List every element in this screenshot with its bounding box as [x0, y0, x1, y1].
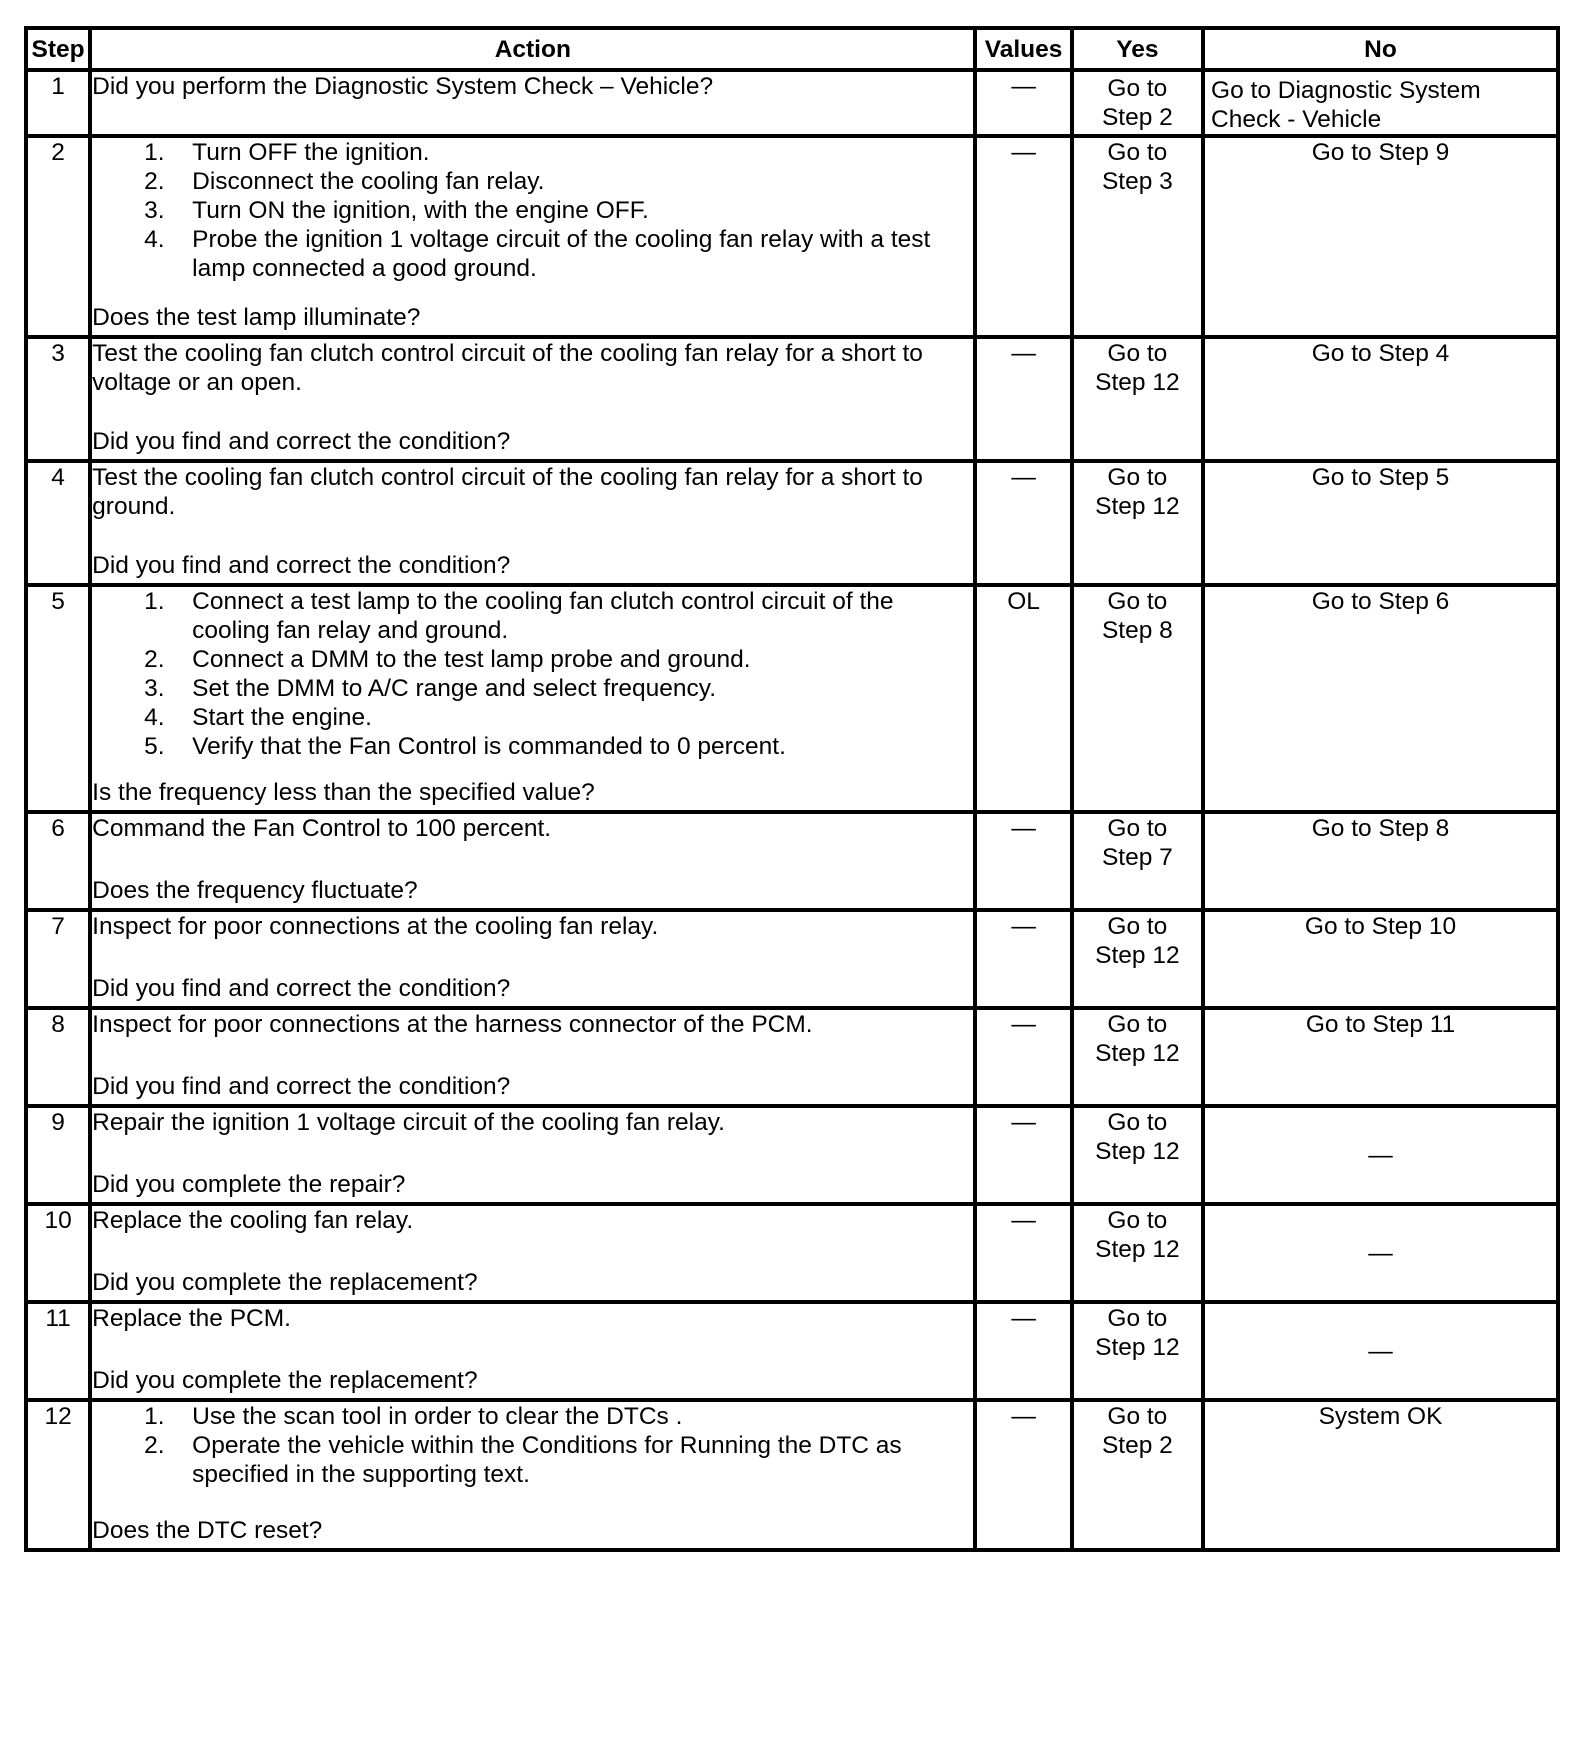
action-step-text: Probe the ignition 1 voltage circuit of the cooling fan relay with a test lamp connected a good ground.: [192, 226, 931, 282]
yes-cell: [1072, 461, 1203, 585]
action-text: Replace the PCM.: [92, 1305, 291, 1332]
yes-line: Go to: [1107, 1305, 1168, 1332]
table-row: [26, 70, 1558, 136]
yes-line: Go to: [1107, 340, 1168, 367]
yes-line: Go to: [1107, 1011, 1168, 1038]
action-cell: [90, 70, 975, 136]
table-row: [26, 585, 1558, 812]
step-number: 9: [26, 1106, 90, 1204]
step-number: 5: [26, 585, 90, 812]
action-step: [92, 703, 973, 732]
step-number: 1: [26, 70, 90, 136]
no-cell: [1203, 1106, 1558, 1204]
action-step-number: 1.: [144, 139, 165, 166]
step-number: 11: [26, 1302, 90, 1400]
action-step-text: Turn OFF the ignition.: [192, 139, 430, 166]
yes-cell: [1072, 1106, 1203, 1204]
no-line: Go to Diagnostic System: [1211, 77, 1481, 104]
action-cell: [90, 910, 975, 1008]
action-step: [92, 1402, 973, 1431]
value-cell: OL: [975, 585, 1071, 812]
yes-line: Step 2: [1101, 104, 1173, 131]
value-cell: —: [975, 461, 1071, 585]
yes-line: Step 12: [1095, 369, 1180, 396]
action-text: Command the Fan Control to 100 percent.: [92, 815, 552, 842]
action-step-number: 2.: [144, 168, 165, 195]
action-question: Did you find and correct the condition?: [92, 428, 511, 455]
action-step-number: 3.: [144, 197, 165, 224]
step-number: 8: [26, 1008, 90, 1106]
yes-line: Step 12: [1095, 1138, 1180, 1165]
action-steps-list: [92, 587, 973, 761]
action-question: Did you find and correct the condition?: [92, 1073, 511, 1100]
no-line: —: [1368, 1239, 1393, 1267]
step-number: 4: [26, 461, 90, 585]
yes-line: Step 2: [1101, 1432, 1173, 1459]
no-line: Go to Step 8: [1311, 815, 1450, 842]
header-yes: Yes: [1072, 28, 1203, 70]
header-row: [26, 28, 1558, 70]
action-step: [92, 196, 973, 225]
no-line: Go to Step 11: [1305, 1011, 1456, 1038]
action-text: Repair the ignition 1 voltage circuit of the cooling fan relay.: [92, 1109, 725, 1136]
yes-line: Step 12: [1095, 1236, 1180, 1263]
no-line: Go to Step 5: [1311, 464, 1450, 491]
value-cell: —: [975, 70, 1071, 136]
no-line: Go to Step 6: [1311, 588, 1450, 615]
value-cell: —: [975, 1008, 1071, 1106]
no-line: —: [1368, 1337, 1393, 1365]
action-step-text: Disconnect the cooling fan relay.: [192, 168, 545, 195]
action-text: Test the cooling fan clutch control circuit of the cooling fan relay for a short to voltage or an open.: [92, 340, 923, 396]
action-step: [92, 587, 973, 645]
table-row: [26, 1400, 1558, 1550]
table-row: [26, 1204, 1558, 1302]
value-cell: —: [975, 1400, 1071, 1550]
yes-cell: [1072, 910, 1203, 1008]
action-cell: [90, 1204, 975, 1302]
yes-line: Go to: [1107, 588, 1168, 615]
action-step-text: Turn ON the ignition, with the engine OFF.: [192, 197, 649, 224]
action-step-number: 1.: [144, 1403, 165, 1430]
action-step-number: 1.: [144, 588, 165, 615]
action-step-number: 4.: [144, 704, 165, 731]
yes-cell: [1072, 136, 1203, 337]
yes-line: Step 8: [1101, 617, 1173, 644]
action-cell: [90, 136, 975, 337]
table-row: [26, 461, 1558, 585]
table-row: [26, 337, 1558, 461]
yes-cell: [1072, 1302, 1203, 1400]
action-question: Did you complete the replacement?: [92, 1367, 478, 1394]
value-cell: —: [975, 1204, 1071, 1302]
no-cell: [1203, 910, 1558, 1008]
no-cell: [1203, 585, 1558, 812]
value-cell: —: [975, 136, 1071, 337]
no-cell: [1203, 461, 1558, 585]
action-step-text: Connect a test lamp to the cooling fan clutch control circuit of the cooling fan relay and ground.: [192, 588, 894, 644]
yes-cell: [1072, 1204, 1203, 1302]
action-cell: [90, 337, 975, 461]
no-cell: [1203, 136, 1558, 337]
table-row: [26, 910, 1558, 1008]
action-steps-list: [92, 138, 973, 283]
table-row: [26, 1106, 1558, 1204]
action-question: Did you complete the repair?: [92, 1171, 406, 1198]
action-text: Test the cooling fan clutch control circuit of the cooling fan relay for a short to ground.: [92, 464, 923, 520]
action-step: [92, 138, 973, 167]
no-cell: [1203, 70, 1558, 136]
yes-line: Go to: [1107, 913, 1168, 940]
action-text: Inspect for poor connections at the cooling fan relay.: [92, 913, 659, 940]
table-row: [26, 812, 1558, 910]
action-step-text: Set the DMM to A/C range and select frequency.: [192, 675, 716, 702]
yes-line: Step 12: [1095, 493, 1180, 520]
action-step: [92, 732, 973, 761]
action-cell: [90, 1302, 975, 1400]
action-question: Does the test lamp illuminate?: [92, 304, 421, 331]
no-line: System OK: [1318, 1403, 1443, 1430]
action-cell: [90, 461, 975, 585]
header-no: No: [1203, 28, 1558, 70]
yes-cell: [1072, 812, 1203, 910]
action-step-text: Verify that the Fan Control is commanded to 0 percent.: [192, 733, 786, 760]
action-step-number: 5.: [144, 733, 165, 760]
value-cell: —: [975, 812, 1071, 910]
action-steps-list: [92, 1402, 973, 1489]
action-step-text: Operate the vehicle within the Conditions for Running the DTC as specified in the supporting text.: [192, 1432, 902, 1488]
no-line: Go to Step 4: [1311, 340, 1450, 367]
action-step: [92, 167, 973, 196]
action-text: Did you perform the Diagnostic System Check – Vehicle?: [92, 73, 714, 100]
action-step: [92, 674, 973, 703]
action-text: Replace the cooling fan relay.: [92, 1207, 414, 1234]
no-cell: [1203, 1204, 1558, 1302]
yes-cell: [1072, 585, 1203, 812]
action-step-number: 3.: [144, 675, 165, 702]
step-number: 6: [26, 812, 90, 910]
action-step-number: 2.: [144, 1432, 165, 1459]
value-cell: —: [975, 337, 1071, 461]
yes-line: Step 12: [1095, 1040, 1180, 1067]
value-cell: —: [975, 1302, 1071, 1400]
step-number: 10: [26, 1204, 90, 1302]
yes-cell: [1072, 1400, 1203, 1550]
step-number: 3: [26, 337, 90, 461]
yes-cell: [1072, 337, 1203, 461]
yes-line: Go to: [1107, 75, 1168, 102]
table-row: [26, 1008, 1558, 1106]
yes-line: Go to: [1107, 464, 1168, 491]
action-step: [92, 1431, 973, 1489]
yes-line: Go to: [1107, 139, 1168, 166]
value-cell: —: [975, 1106, 1071, 1204]
action-step: [92, 645, 973, 674]
yes-line: Go to: [1107, 1403, 1168, 1430]
step-number: 2: [26, 136, 90, 337]
action-question: Does the frequency fluctuate?: [92, 877, 418, 904]
step-number: 7: [26, 910, 90, 1008]
action-question: Is the frequency less than the specified value?: [92, 779, 595, 806]
action-step-text: Start the engine.: [192, 704, 372, 731]
action-cell: [90, 812, 975, 910]
step-number: 12: [26, 1400, 90, 1550]
yes-line: Step 12: [1095, 1334, 1180, 1361]
no-cell: [1203, 1400, 1558, 1550]
yes-line: Go to: [1107, 1207, 1168, 1234]
yes-cell: [1072, 70, 1203, 136]
header-action: Action: [90, 28, 975, 70]
diagnostic-table: [24, 26, 1560, 1552]
table-row: [26, 136, 1558, 337]
table-row: [26, 1302, 1558, 1400]
no-line: —: [1368, 1141, 1393, 1169]
yes-line: Step 3: [1101, 168, 1173, 195]
action-question: Does the DTC reset?: [92, 1517, 323, 1544]
header-step: Step: [26, 28, 90, 70]
yes-line: Step 7: [1101, 844, 1173, 871]
action-step: [92, 225, 973, 283]
no-cell: [1203, 337, 1558, 461]
yes-line: Go to: [1107, 815, 1168, 842]
header-values: Values: [975, 28, 1071, 70]
yes-line: Step 12: [1095, 942, 1180, 969]
yes-line: Go to: [1107, 1109, 1168, 1136]
action-cell: [90, 585, 975, 812]
action-step-number: 2.: [144, 646, 165, 673]
action-step-text: Connect a DMM to the test lamp probe and ground.: [192, 646, 751, 673]
no-cell: [1203, 1008, 1558, 1106]
action-question: Did you find and correct the condition?: [92, 552, 511, 579]
no-line: Go to Step 9: [1311, 139, 1450, 166]
no-line: Go to Step 10: [1304, 913, 1457, 940]
action-question: Did you complete the replacement?: [92, 1269, 478, 1296]
action-step-text: Use the scan tool in order to clear the DTCs .: [192, 1403, 683, 1430]
action-question: Did you find and correct the condition?: [92, 975, 511, 1002]
action-cell: [90, 1400, 975, 1550]
action-step-number: 4.: [144, 226, 165, 253]
no-line: Check - Vehicle: [1211, 106, 1382, 133]
yes-cell: [1072, 1008, 1203, 1106]
no-cell: [1203, 1302, 1558, 1400]
no-cell: [1203, 812, 1558, 910]
action-text: Inspect for poor connections at the harness connector of the PCM.: [92, 1011, 813, 1038]
value-cell: —: [975, 910, 1071, 1008]
action-cell: [90, 1008, 975, 1106]
action-cell: [90, 1106, 975, 1204]
